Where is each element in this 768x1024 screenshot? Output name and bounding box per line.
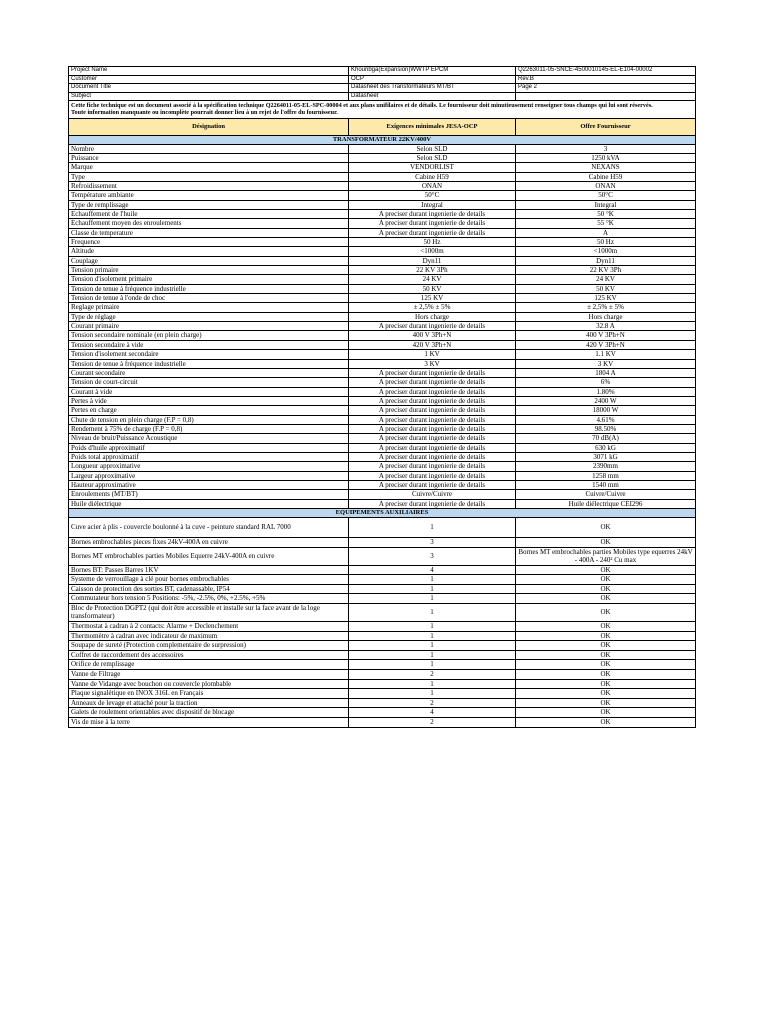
offer-cell: OK bbox=[516, 708, 696, 718]
offer-cell: OK bbox=[516, 641, 696, 651]
offer-cell: Cuivre/Cuivre bbox=[516, 490, 696, 499]
quantity-cell: 4 bbox=[349, 708, 516, 718]
table-row bbox=[69, 387, 696, 396]
table-row bbox=[69, 443, 696, 452]
header-label: Subject bbox=[69, 92, 349, 101]
section-title-transformer: TRANSFORMATEUR 22KV/400V bbox=[69, 135, 696, 144]
designation-cell: Courant primaire bbox=[69, 322, 349, 331]
requirement-cell: A preciser durant ingenierie de details bbox=[349, 228, 516, 237]
offer-cell: 50 °K bbox=[516, 210, 696, 219]
designation-cell: Pertes en charge bbox=[69, 406, 349, 415]
requirement-cell: Integral bbox=[349, 200, 516, 209]
table-row bbox=[69, 660, 696, 670]
table-row bbox=[69, 669, 696, 679]
table-row bbox=[69, 378, 696, 387]
designation-cell: Type bbox=[69, 172, 349, 181]
offer-cell: 50 KV bbox=[516, 284, 696, 293]
quantity-cell: 2 bbox=[349, 698, 516, 708]
col-offer: Offre Fournisseur bbox=[516, 118, 696, 135]
offer-cell: OK bbox=[516, 565, 696, 575]
designation-cell: Refroidissement bbox=[69, 181, 349, 190]
table-row bbox=[69, 698, 696, 708]
quantity-cell: 3 bbox=[349, 538, 516, 548]
requirement-cell: 50°C bbox=[349, 191, 516, 200]
designation-cell: Anneaux de levage et attaché pour la traction bbox=[69, 698, 349, 708]
section-title-aux: EQUIPEMENTS AUXILIAIRES bbox=[69, 509, 696, 518]
table-row bbox=[69, 490, 696, 499]
header-label: Document Title bbox=[69, 84, 349, 93]
table-row bbox=[69, 266, 696, 275]
designation-cell: Huile diélectrique bbox=[69, 499, 349, 508]
offer-cell: 18000 W bbox=[516, 406, 696, 415]
quantity-cell: 4 bbox=[349, 565, 516, 575]
quantity-cell: 1 bbox=[349, 594, 516, 604]
table-row bbox=[69, 163, 696, 172]
offer-cell: Cabine H59 bbox=[516, 172, 696, 181]
header-value: Datasheet bbox=[349, 92, 516, 101]
designation-cell: Pertes à vide bbox=[69, 396, 349, 405]
designation-cell: Courant secondaire bbox=[69, 368, 349, 377]
table-row bbox=[69, 219, 696, 228]
quantity-cell: 1 bbox=[349, 631, 516, 641]
requirement-cell: Cabine H59 bbox=[349, 172, 516, 181]
table-row bbox=[69, 565, 696, 575]
designation-cell: Largeur approximative bbox=[69, 471, 349, 480]
requirement-cell: A preciser durant ingenierie de details bbox=[349, 462, 516, 471]
offer-cell: ONAN bbox=[516, 181, 696, 190]
requirement-cell: Cuivre/Cuivre bbox=[349, 490, 516, 499]
table-row bbox=[69, 144, 696, 153]
table-row bbox=[69, 238, 696, 247]
quantity-cell: 1 bbox=[349, 575, 516, 585]
designation-cell: Bornes embrochables pieces fixes 24kV-400A en cuivre bbox=[69, 538, 349, 548]
offer-cell: 3 bbox=[516, 144, 696, 153]
designation-cell: Commutateur hors tension 5 Positions: -5%, -2.5%, 0%, +2.5%, +5% bbox=[69, 594, 349, 604]
offer-cell: <1000m bbox=[516, 247, 696, 256]
table-row bbox=[69, 538, 696, 548]
designation-cell: Puissance bbox=[69, 153, 349, 162]
header-row bbox=[69, 67, 696, 76]
table-row bbox=[69, 480, 696, 489]
quantity-cell: 1 bbox=[349, 603, 516, 621]
designation-cell: Rendement à 75% de charge (F.P = 0,8) bbox=[69, 424, 349, 433]
offer-cell: OK bbox=[516, 575, 696, 585]
designation-cell: Vis de mise à la terre bbox=[69, 717, 349, 727]
designation-cell: Classe de temperature bbox=[69, 228, 349, 237]
table-row bbox=[69, 575, 696, 585]
note-line-2: Toute information manquante ou incomplète pourrait donner lieu à un rejet de l'offre du fournisseur. bbox=[71, 109, 338, 117]
offer-cell: 22 KV 3Ph bbox=[516, 266, 696, 275]
offer-cell: 400 V 3Ph+N bbox=[516, 331, 696, 340]
header-value: Datasheet des Transformateurs MT/BT bbox=[349, 84, 516, 93]
designation-cell: Tension primaire bbox=[69, 266, 349, 275]
offer-cell: 3 KV bbox=[516, 359, 696, 368]
requirement-cell: 125 KV bbox=[349, 294, 516, 303]
requirement-cell: Selon SLD bbox=[349, 153, 516, 162]
table-row bbox=[69, 717, 696, 727]
table-row bbox=[69, 499, 696, 508]
requirement-cell: A preciser durant ingenierie de details bbox=[349, 452, 516, 461]
table-row bbox=[69, 350, 696, 359]
requirement-cell: A preciser durant ingenierie de details bbox=[349, 368, 516, 377]
offer-cell: NEXANS bbox=[516, 163, 696, 172]
designation-cell: Echauffement moyen des enroulements bbox=[69, 219, 349, 228]
offer-cell: OK bbox=[516, 669, 696, 679]
requirement-cell: <1000m bbox=[349, 247, 516, 256]
designation-cell: Bornes MT embrochables parties Mobiles Equerre 24kV-400A en cuivre bbox=[69, 547, 349, 565]
designation-cell: Nombre bbox=[69, 144, 349, 153]
table-row bbox=[69, 294, 696, 303]
designation-cell: Chute de tension en plein charge (F.P = 0,8) bbox=[69, 415, 349, 424]
designation-cell: Tension de tenue à fréquence industrielle bbox=[69, 359, 349, 368]
offer-cell: 2390mm bbox=[516, 462, 696, 471]
offer-cell: 1.1 KV bbox=[516, 350, 696, 359]
designation-cell: Altitude bbox=[69, 247, 349, 256]
table-row bbox=[69, 275, 696, 284]
quantity-cell: 1 bbox=[349, 518, 516, 538]
requirement-cell: A preciser durant ingenierie de details bbox=[349, 424, 516, 433]
requirement-cell: 50 KV bbox=[349, 284, 516, 293]
offer-cell: OK bbox=[516, 698, 696, 708]
offer-cell: OK bbox=[516, 603, 696, 621]
designation-cell: Soupape de sureté (Protection complementaire de surpression) bbox=[69, 641, 349, 651]
designation-cell: Echauffement de l'huile bbox=[69, 210, 349, 219]
table-row bbox=[69, 452, 696, 461]
requirement-cell: A preciser durant ingenierie de details bbox=[349, 499, 516, 508]
designation-cell: Tension secondaire à vide bbox=[69, 340, 349, 349]
table-row bbox=[69, 172, 696, 181]
table-row bbox=[69, 584, 696, 594]
header-ref bbox=[516, 92, 696, 101]
col-designation: Désignation bbox=[69, 118, 349, 135]
header-value: Khouribga(Expansion)WWTP EPCM bbox=[349, 67, 516, 76]
offer-cell: Huile diélectrique CEI296 bbox=[516, 499, 696, 508]
transformer-section bbox=[69, 135, 696, 144]
designation-cell: Type de réglage bbox=[69, 312, 349, 321]
designation-cell: Niveau de bruit/Puissance Acoustique bbox=[69, 434, 349, 443]
requirement-cell: 420 V 3Ph+N bbox=[349, 340, 516, 349]
note-cell bbox=[69, 101, 696, 119]
designation-cell: Plaque signalétique en INOX 316L en Français bbox=[69, 689, 349, 699]
requirement-cell: 1 KV bbox=[349, 350, 516, 359]
table-row bbox=[69, 359, 696, 368]
designation-cell: Vanne de Vidange avec bouchon ou couvercle plombable bbox=[69, 679, 349, 689]
offer-cell: ± 2,5% ± 5% bbox=[516, 303, 696, 312]
table-row bbox=[69, 406, 696, 415]
header-ref: Page 2 bbox=[516, 84, 696, 93]
header-label: Customer bbox=[69, 75, 349, 84]
requirement-cell: 22 KV 3Ph bbox=[349, 266, 516, 275]
aux-rows bbox=[69, 518, 696, 728]
table-row bbox=[69, 191, 696, 200]
offer-cell: OK bbox=[516, 660, 696, 670]
designation-cell: Courant à vide bbox=[69, 387, 349, 396]
project-header bbox=[69, 67, 696, 101]
offer-cell: 1250 kVA bbox=[516, 153, 696, 162]
table-row bbox=[69, 322, 696, 331]
quantity-cell: 2 bbox=[349, 669, 516, 679]
offer-cell: A bbox=[516, 228, 696, 237]
requirement-cell: VENDORLIST bbox=[349, 163, 516, 172]
table-row bbox=[69, 424, 696, 433]
offer-cell: Dyn11 bbox=[516, 256, 696, 265]
offer-cell: 24 KV bbox=[516, 275, 696, 284]
offer-cell: OK bbox=[516, 689, 696, 699]
table-row bbox=[69, 340, 696, 349]
datasheet-table bbox=[68, 66, 696, 728]
offer-cell: 1540 mm bbox=[516, 480, 696, 489]
header-label: Project Name bbox=[69, 67, 349, 76]
offer-cell: Hors charge bbox=[516, 312, 696, 321]
offer-cell: 420 V 3Ph+N bbox=[516, 340, 696, 349]
designation-cell: Thermostat à cadran à 2 contacts: Alarme + Declenchement bbox=[69, 621, 349, 631]
requirement-cell: 50 Hz bbox=[349, 238, 516, 247]
offer-cell: 4.61% bbox=[516, 415, 696, 424]
designation-cell: Hauteur approximative bbox=[69, 480, 349, 489]
table-row bbox=[69, 594, 696, 604]
offer-cell: 1258 mm bbox=[516, 471, 696, 480]
header-ref: Q2263011-05-SNCE-4500010145-EL-E104-00002 bbox=[516, 67, 696, 76]
requirement-cell: A preciser durant ingenierie de details bbox=[349, 443, 516, 452]
table-row bbox=[69, 153, 696, 162]
note-line-1: Cette fiche technique est un document associé à la spécification technique Q2264011-05-EL-SPC-00004 et aux plans unifilaires et de détails. Le fournisseur doit minutieusement renseigner tous champs qui lui sont réservés. bbox=[71, 102, 653, 109]
table-row bbox=[69, 631, 696, 641]
designation-cell: Reglage primaire bbox=[69, 303, 349, 312]
table-row bbox=[69, 256, 696, 265]
table-row bbox=[69, 181, 696, 190]
header-row bbox=[69, 92, 696, 101]
table-row bbox=[69, 284, 696, 293]
designation-cell: Bornes BT: Passes Barres 1KV bbox=[69, 565, 349, 575]
table-row bbox=[69, 471, 696, 480]
designation-cell: Galets de roulement orientables avec dispositif de blocage bbox=[69, 708, 349, 718]
designation-cell: Bloc de Protection DGPT2 (qui doit être accessible et installe sur la face avant de la loge transformateur) bbox=[69, 603, 349, 621]
requirement-cell: A preciser durant ingenierie de details bbox=[349, 210, 516, 219]
quantity-cell: 2 bbox=[349, 717, 516, 727]
quantity-cell: 1 bbox=[349, 679, 516, 689]
offer-cell: 630 kG bbox=[516, 443, 696, 452]
requirement-cell: A preciser durant ingenierie de details bbox=[349, 480, 516, 489]
table-row bbox=[69, 396, 696, 405]
quantity-cell: 1 bbox=[349, 584, 516, 594]
designation-cell: Longueur approximative bbox=[69, 462, 349, 471]
offer-cell: OK bbox=[516, 538, 696, 548]
offer-cell: 2400 W bbox=[516, 396, 696, 405]
requirement-cell: A preciser durant ingenierie de details bbox=[349, 471, 516, 480]
offer-cell: 50°C bbox=[516, 191, 696, 200]
designation-cell: Cuve acier à plis - couvercle boulonné à la cuve - peinture standard RAL 7000 bbox=[69, 518, 349, 538]
offer-cell: 32.8 A bbox=[516, 322, 696, 331]
offer-cell: OK bbox=[516, 679, 696, 689]
offer-cell: OK bbox=[516, 631, 696, 641]
quantity-cell: 3 bbox=[349, 547, 516, 565]
quantity-cell: 1 bbox=[349, 660, 516, 670]
designation-cell: Coffret de raccordement des accessoires bbox=[69, 650, 349, 660]
aux-section bbox=[69, 509, 696, 518]
requirement-cell: ± 2,5% ± 5% bbox=[349, 303, 516, 312]
table-row bbox=[69, 603, 696, 621]
offer-cell: OK bbox=[516, 621, 696, 631]
quantity-cell: 1 bbox=[349, 621, 516, 631]
table-row bbox=[69, 303, 696, 312]
designation-cell: Type de remplissage bbox=[69, 200, 349, 209]
offer-cell: 1804 A bbox=[516, 368, 696, 377]
requirement-cell: A preciser durant ingenierie de details bbox=[349, 322, 516, 331]
table-row bbox=[69, 312, 696, 321]
designation-cell: Thermomètre à cadran avec indicateur de maximum bbox=[69, 631, 349, 641]
designation-cell: Poids d'huile approximatif bbox=[69, 443, 349, 452]
offer-cell: 55 °K bbox=[516, 219, 696, 228]
table-row bbox=[69, 689, 696, 699]
header-row bbox=[69, 75, 696, 84]
designation-cell: Orifice de remplissage bbox=[69, 660, 349, 670]
header-ref: Rev.B bbox=[516, 75, 696, 84]
offer-cell: OK bbox=[516, 518, 696, 538]
table-row bbox=[69, 247, 696, 256]
requirement-cell: A preciser durant ingenierie de details bbox=[349, 434, 516, 443]
designation-cell: Enroulements (MT/BT) bbox=[69, 490, 349, 499]
table-row bbox=[69, 228, 696, 237]
header-value: OCP bbox=[349, 75, 516, 84]
offer-cell: OK bbox=[516, 717, 696, 727]
requirement-cell: Hors charge bbox=[349, 312, 516, 321]
requirement-cell: ONAN bbox=[349, 181, 516, 190]
offer-cell: Integral bbox=[516, 200, 696, 209]
requirement-cell: 3 KV bbox=[349, 359, 516, 368]
designation-cell: Poids total approximatif bbox=[69, 452, 349, 461]
col-requirements: Exigences minimales JESA-OCP bbox=[349, 118, 516, 135]
offer-cell: 98.50% bbox=[516, 424, 696, 433]
table-row bbox=[69, 462, 696, 471]
designation-cell: Couplage bbox=[69, 256, 349, 265]
table-row bbox=[69, 708, 696, 718]
quantity-cell: 1 bbox=[349, 689, 516, 699]
table-row bbox=[69, 368, 696, 377]
requirement-cell: 24 KV bbox=[349, 275, 516, 284]
requirement-cell: A preciser durant ingenierie de details bbox=[349, 387, 516, 396]
designation-cell: Tension d'isolement primaire bbox=[69, 275, 349, 284]
designation-cell: Vanne de Filtrage bbox=[69, 669, 349, 679]
designation-cell: Tension de tenue à l'onde de choc bbox=[69, 294, 349, 303]
requirement-cell: A preciser durant ingenierie de details bbox=[349, 415, 516, 424]
table-row bbox=[69, 621, 696, 631]
designation-cell: Frequence bbox=[69, 238, 349, 247]
designation-cell: Caisson de protection des sorties BT, cadenassable, IP54 bbox=[69, 584, 349, 594]
requirement-cell: Dyn11 bbox=[349, 256, 516, 265]
offer-cell: 125 KV bbox=[516, 294, 696, 303]
offer-cell: 6% bbox=[516, 378, 696, 387]
table-row bbox=[69, 434, 696, 443]
requirement-cell: A preciser durant ingenierie de details bbox=[349, 396, 516, 405]
offer-cell: 50 Hz bbox=[516, 238, 696, 247]
designation-cell: Tension secondaire nominale (en plein charge) bbox=[69, 331, 349, 340]
note-section bbox=[69, 101, 696, 119]
column-headers bbox=[69, 118, 696, 135]
offer-cell: 3071 kG bbox=[516, 452, 696, 461]
requirement-cell: A preciser durant ingenierie de details bbox=[349, 378, 516, 387]
offer-cell: 70 dB(A) bbox=[516, 434, 696, 443]
designation-cell: Systeme de verrouillage à clé pour bornes embrochables bbox=[69, 575, 349, 585]
requirement-cell: A preciser durant ingenierie de details bbox=[349, 219, 516, 228]
table-row bbox=[69, 200, 696, 209]
designation-cell: Température ambiante bbox=[69, 191, 349, 200]
table-row bbox=[69, 641, 696, 651]
offer-cell: OK bbox=[516, 650, 696, 660]
table-row bbox=[69, 331, 696, 340]
table-row bbox=[69, 650, 696, 660]
requirement-cell: 400 V 3Ph+N bbox=[349, 331, 516, 340]
designation-cell: Tension de court-circuit bbox=[69, 378, 349, 387]
requirement-cell: Selon SLD bbox=[349, 144, 516, 153]
table-row bbox=[69, 679, 696, 689]
offer-cell: OK bbox=[516, 594, 696, 604]
offer-cell: OK bbox=[516, 584, 696, 594]
table-row bbox=[69, 518, 696, 538]
datasheet bbox=[68, 66, 695, 728]
table-row bbox=[69, 210, 696, 219]
designation-cell: Marque bbox=[69, 163, 349, 172]
offer-cell: Bornes MT embrochables parties Mobiles type equerres 24kV - 400A - 240² Cu max bbox=[516, 547, 696, 565]
offer-cell: 1.80% bbox=[516, 387, 696, 396]
table-row bbox=[69, 547, 696, 565]
table-row bbox=[69, 415, 696, 424]
quantity-cell: 1 bbox=[349, 641, 516, 651]
quantity-cell: 1 bbox=[349, 650, 516, 660]
designation-cell: Tension d'isolement secondaire bbox=[69, 350, 349, 359]
transformer-rows bbox=[69, 144, 696, 508]
designation-cell: Tension de tenue à fréquence industrielle bbox=[69, 284, 349, 293]
header-row bbox=[69, 84, 696, 93]
requirement-cell: A preciser durant ingenierie de details bbox=[349, 406, 516, 415]
